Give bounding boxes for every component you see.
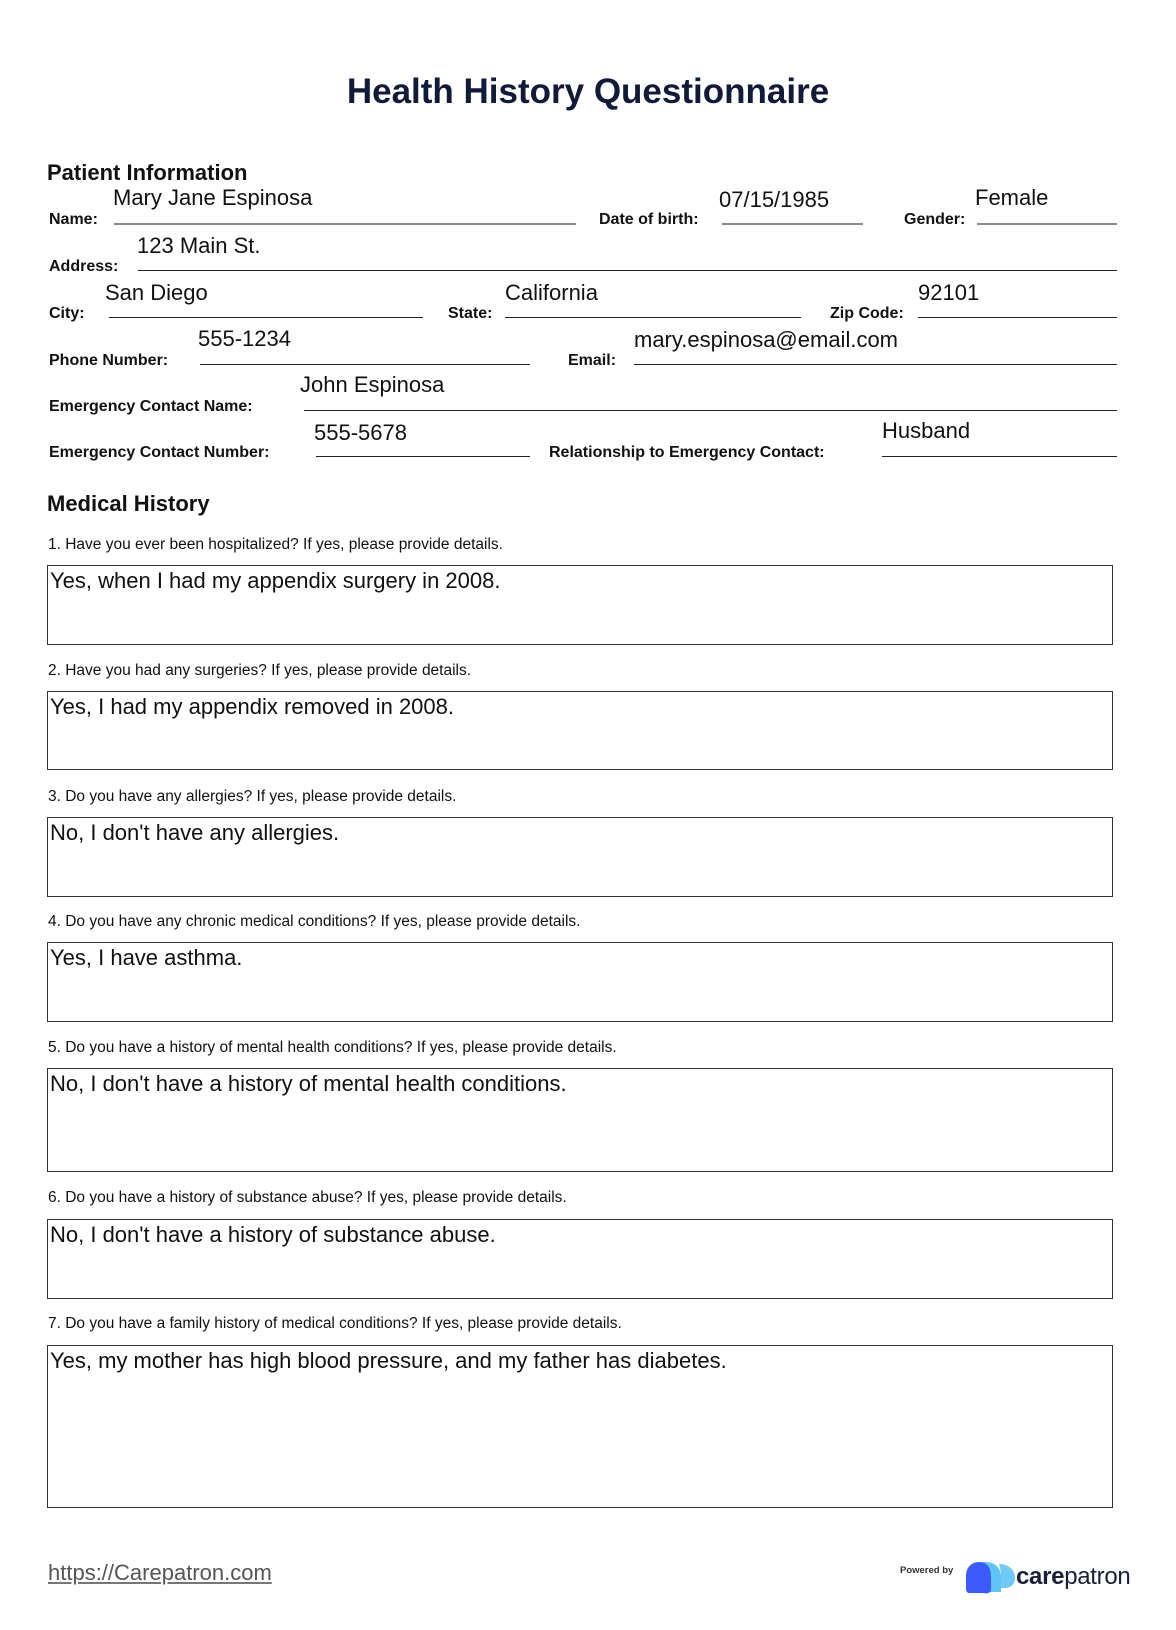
emergency-contact-number-field-line[interactable] — [316, 456, 530, 457]
gender-value[interactable]: Female — [975, 185, 1049, 210]
phone-number-value[interactable]: 555-1234 — [198, 326, 291, 351]
question-7-label: 7. Do you have a family history of medical conditions? If yes, please provide details. — [48, 1315, 622, 1332]
patient-information-heading: Patient Information — [47, 160, 248, 185]
state-field-line[interactable] — [505, 317, 801, 318]
question-3-label: 3. Do you have any allergies? If yes, please provide details. — [48, 788, 457, 805]
answer-7-box[interactable] — [47, 1345, 1113, 1508]
answer-5-text: No, I don't have a history of mental health conditions. — [50, 1071, 567, 1096]
answer-1-box[interactable] — [47, 565, 1113, 645]
answer-6-box[interactable] — [47, 1219, 1113, 1299]
carepatron-brand — [1016, 1563, 1130, 1591]
name-label: Name: — [49, 211, 98, 228]
city-value[interactable]: San Diego — [105, 280, 208, 305]
page-title: Health History Questionnaire — [346, 72, 830, 111]
brand-regular: patron — [1064, 1563, 1131, 1590]
emergency-contact-name-label: Emergency Contact Name: — [49, 398, 253, 415]
brand-bold: care — [1016, 1563, 1065, 1590]
answer-3-text: No, I don't have any allergies. — [50, 820, 340, 845]
emergency-contact-name-field-line[interactable] — [304, 410, 1117, 411]
question-6-label: 6. Do you have a history of substance abuse? If yes, please provide details. — [48, 1189, 567, 1206]
carepatron-logo-icon — [965, 1560, 1017, 1594]
medical-history-heading: Medical History — [47, 491, 210, 516]
dob-label: Date of birth: — [599, 211, 699, 228]
question-5-label: 5. Do you have a history of mental health conditions? If yes, please provide details. — [48, 1039, 617, 1056]
relationship-label: Relationship to Emergency Contact: — [549, 444, 825, 461]
emergency-contact-number-value[interactable]: 555-5678 — [314, 420, 407, 445]
city-label: City: — [49, 305, 85, 322]
zip-code-field-line[interactable] — [918, 317, 1117, 318]
emergency-contact-name-value[interactable]: John Espinosa — [300, 372, 445, 397]
state-value[interactable]: California — [505, 280, 598, 305]
address-value[interactable]: 123 Main St. — [137, 233, 261, 258]
answer-2-text: Yes, I had my appendix removed in 2008. — [50, 694, 455, 719]
dob-field-line[interactable] — [722, 223, 863, 225]
gender-label: Gender: — [904, 211, 966, 228]
carepatron-link[interactable]: https://Carepatron.com — [48, 1560, 272, 1585]
answer-5-box[interactable] — [47, 1068, 1113, 1172]
answer-4-text: Yes, I have asthma. — [50, 945, 243, 970]
zip-code-value[interactable]: 92101 — [918, 280, 980, 305]
address-field-line[interactable] — [138, 270, 1117, 271]
city-field-line[interactable] — [109, 317, 423, 318]
answer-4-box[interactable] — [47, 942, 1113, 1022]
dob-value[interactable]: 07/15/1985 — [719, 187, 830, 212]
question-4-label: 4. Do you have any chronic medical conditions? If yes, please provide details. — [48, 913, 581, 930]
emergency-contact-number-label: Emergency Contact Number: — [49, 444, 270, 461]
phone-number-label: Phone Number: — [49, 352, 169, 369]
answer-2-box[interactable] — [47, 691, 1113, 770]
state-label: State: — [448, 305, 493, 322]
email-label: Email: — [568, 352, 617, 369]
answer-7-text: Yes, my mother has high blood pressure, and my father has diabetes. — [50, 1348, 727, 1373]
name-field-line[interactable] — [114, 223, 576, 225]
powered-by-label: Powered by — [900, 1565, 954, 1576]
email-value[interactable]: mary.espinosa@email.com — [634, 327, 899, 352]
phone-number-field-line[interactable] — [200, 364, 530, 365]
address-label: Address: — [49, 258, 119, 275]
answer-1-text: Yes, when I had my appendix surgery in 2008. — [50, 568, 501, 593]
name-value[interactable]: Mary Jane Espinosa — [113, 185, 313, 210]
relationship-value[interactable]: Husband — [882, 418, 971, 443]
email-field-line[interactable] — [634, 364, 1117, 365]
answer-3-box[interactable] — [47, 817, 1113, 897]
question-2-label: 2. Have you had any surgeries? If yes, please provide details. — [48, 662, 472, 679]
question-1-label: 1. Have you ever been hospitalized? If yes, please provide details. — [48, 536, 503, 553]
gender-field-line[interactable] — [977, 223, 1117, 225]
zip-code-label: Zip Code: — [830, 305, 904, 322]
relationship-field-line[interactable] — [882, 456, 1117, 457]
answer-6-text: No, I don't have a history of substance abuse. — [50, 1222, 496, 1247]
